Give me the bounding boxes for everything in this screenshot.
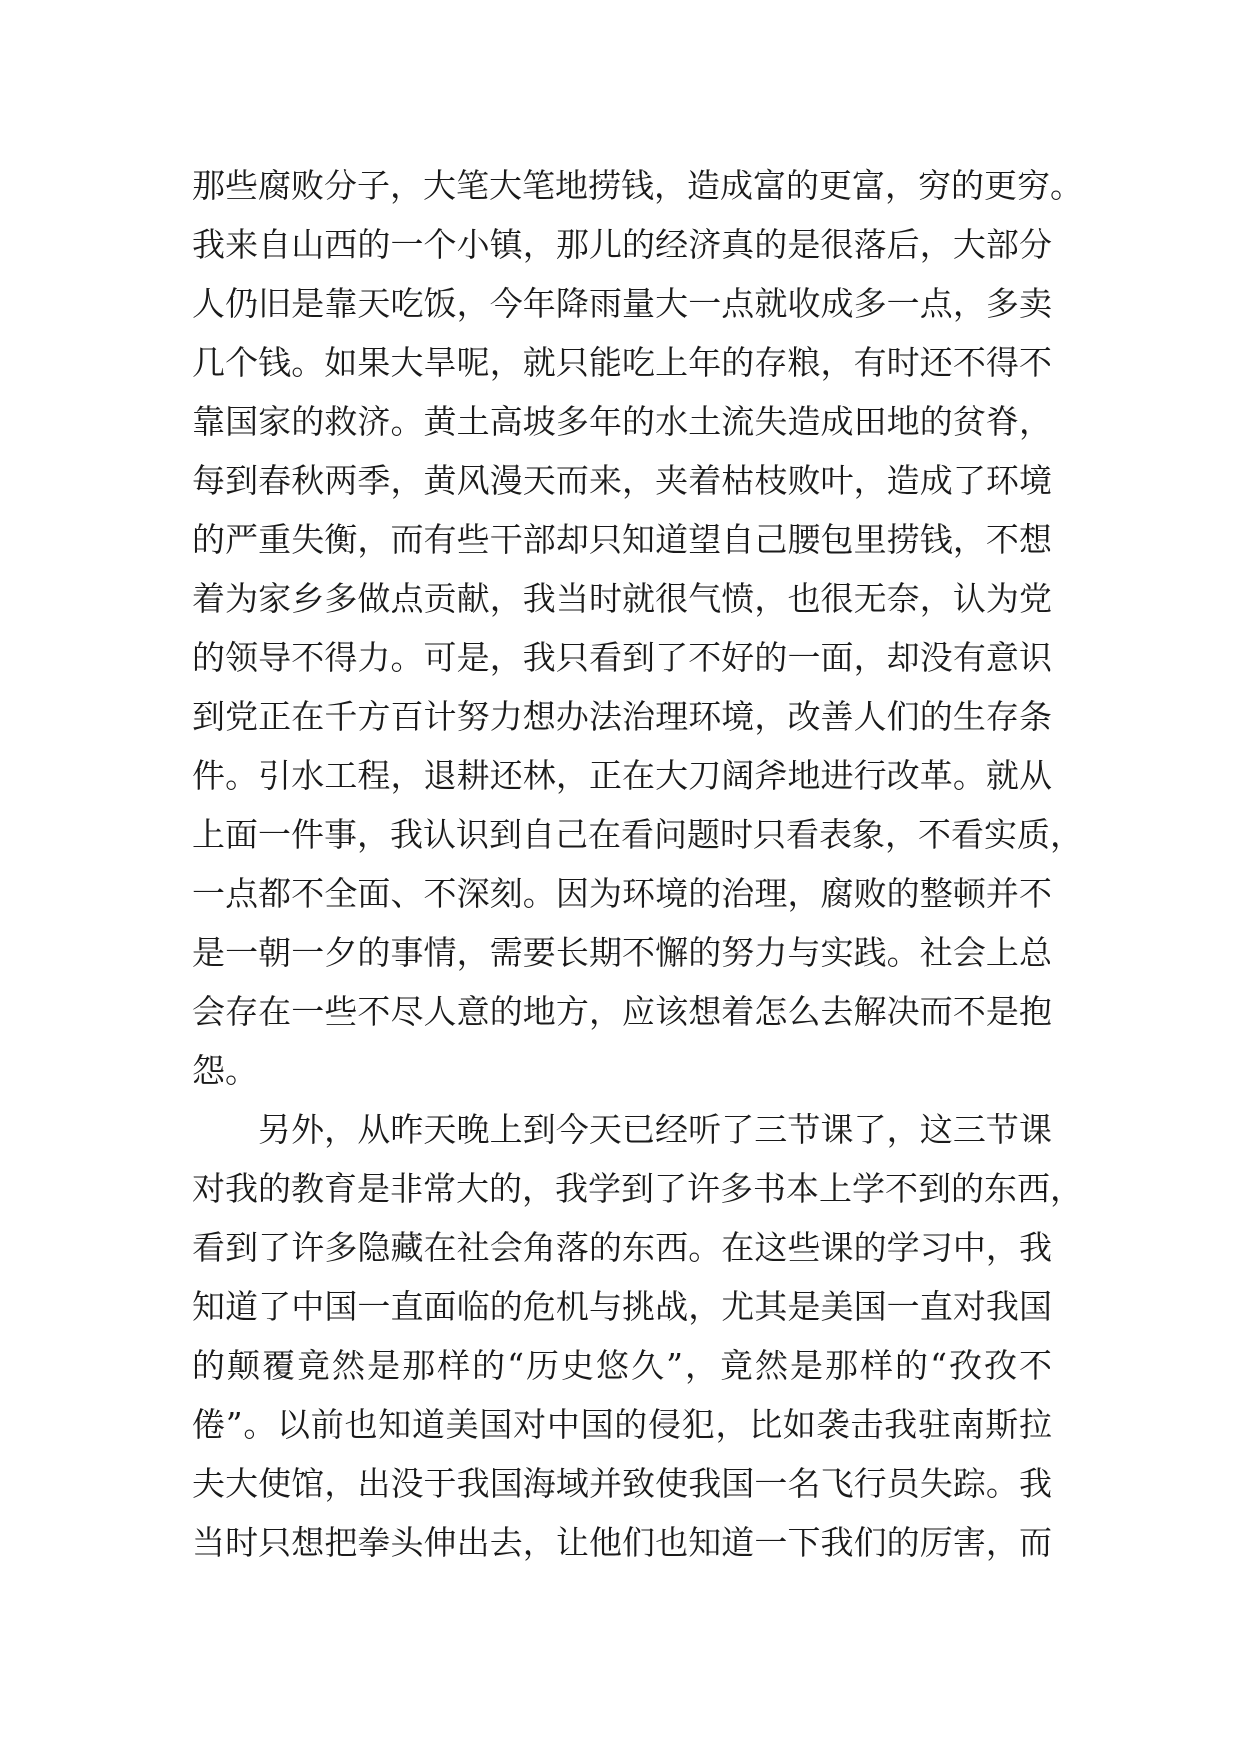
- text-line: 怨。: [192, 1051, 258, 1090]
- text-line: 是一朝一夕的事情，需要长期不懈的努力与实践。社会上总: [192, 933, 1052, 972]
- text-line: 件。引水工程，退耕还林，正在大刀阔斧地进行改革。就从: [192, 756, 1052, 795]
- paragraph-first-line: 另外，从昨天晚上到今天已经听了三节课了，这三节课: [258, 1110, 1052, 1149]
- text-line: 每到春秋两季，黄风漫天而来，夹着枯枝败叶，造成了环境: [192, 461, 1052, 500]
- text-line: 几个钱。如果大旱呢，就只能吃上年的存粮，有时还不得不: [192, 343, 1052, 382]
- text-line: 当时只想把拳头伸出去，让他们也知道一下我们的厉害，而: [192, 1523, 1052, 1562]
- text-line: 夫大使馆，出没于我国海域并致使我国一名飞行员失踪。我: [192, 1464, 1052, 1503]
- text-line: 着为家乡多做点贡献，我当时就很气愤，也很无奈，认为党: [192, 579, 1052, 618]
- body-text: [192, 156, 1083, 1572]
- text-line: 的严重失衡，而有些干部却只知道望自己腰包里捞钱，不想: [192, 520, 1052, 559]
- text-line: 到党正在千方百计努力想办法治理环境，改善人们的生存条: [192, 697, 1052, 736]
- text-line: 靠国家的救济。黄土高坡多年的水土流失造成田地的贫脊，: [192, 402, 1052, 441]
- text-line: 看到了许多隐藏在社会角落的东西。在这些课的学习中，我: [192, 1228, 1052, 1267]
- text-line: 我来自山西的一个小镇，那儿的经济真的是很落后，大部分: [192, 225, 1052, 264]
- text-line: 一点都不全面、不深刻。因为环境的治理，腐败的整顿并不: [192, 874, 1052, 913]
- text-line: 对我的教育是非常大的，我学到了许多书本上学不到的东西，: [192, 1169, 1083, 1208]
- text-line: 倦”。以前也知道美国对中国的侵犯，比如袭击我驻南斯拉: [192, 1405, 1052, 1444]
- text-line: 那些腐败分子，大笔大笔地捞钱，造成富的更富，穷的更穷。: [192, 166, 1083, 205]
- text-line: 知道了中国一直面临的危机与挑战，尤其是美国一直对我国: [192, 1287, 1052, 1326]
- text-line: 人仍旧是靠天吃饭，今年降雨量大一点就收成多一点，多卖: [192, 284, 1052, 323]
- text-line: 会存在一些不尽人意的地方，应该想着怎么去解决而不是抱: [192, 992, 1052, 1031]
- text-line: 的颠覆竟然是那样的“历史悠久”，竟然是那样的“孜孜不: [192, 1346, 1052, 1385]
- text-line: 上面一件事，我认识到自己在看问题时只看表象，不看实质，: [192, 815, 1083, 854]
- text-line: 的领导不得力。可是，我只看到了不好的一面，却没有意识: [192, 638, 1052, 677]
